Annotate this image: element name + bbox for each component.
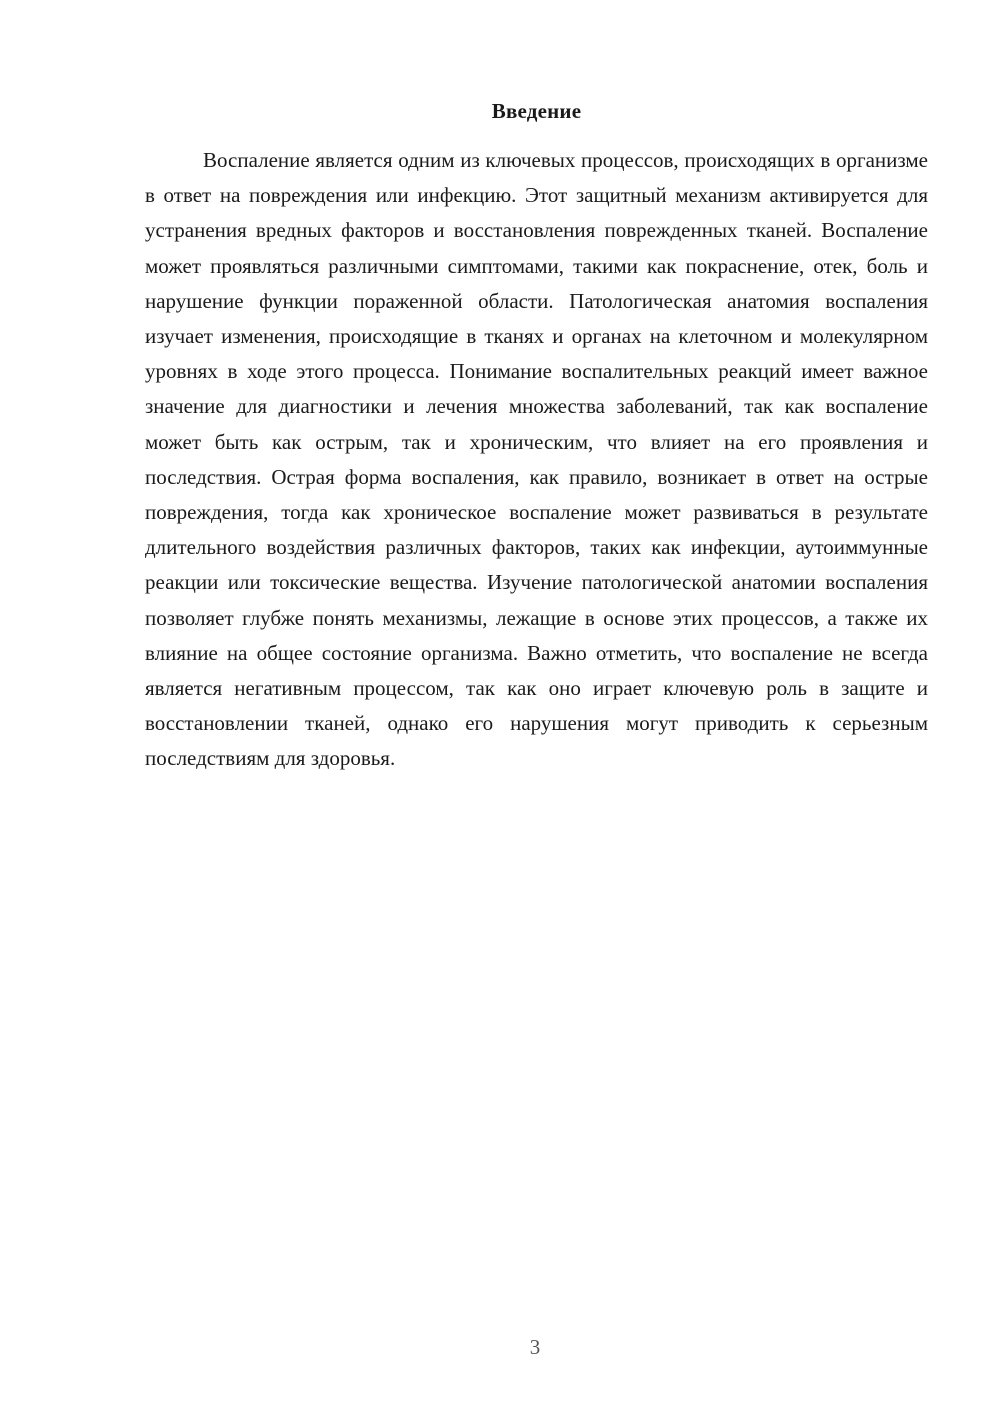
page-number: 3 <box>529 1335 541 1359</box>
section-heading: Введение <box>491 99 582 123</box>
body-paragraph: Воспаление является одним из ключевых процессов, происходящих в организме в ответ на повреждения или инфекцию. Этот защитный механизм активируется для устранения вредных факторов и восстановления поврежденных тканей. Воспаление может проявляться различными симптомами, такими как покраснение, отек, боль и нарушение функции пораженной области. Патологическая анатомия воспаления изучает изменения, происходящие в тканях и органах на клеточном и молекулярном уровнях в ходе этого процесса. Понимание воспалительных реакций имеет важное значение для диагностики и лечения множества заболеваний, так как воспаление может быть как острым, так и хроническим, что влияет на его проявления и последствия. Острая форма воспаления, как правило, возникает в ответ на острые повреждения, тогда как хроническое воспаление может развиваться в результате длительного воздействия различных факторов, таких как инфекции, аутоиммунные реакции или токсические вещества. Изучение патологической анатомии воспаления позволяет глубже понять механизмы, лежащие в основе этих процессов, а также их влияние на общее состояние организма. Важно отметить, что воспаление не всегда является негативным процессом, так как оно играет ключевую роль в защите и восстановлении тканей, однако его нарушения могут приводить к серьезным последствиям для здоровья. <box>145 148 928 771</box>
